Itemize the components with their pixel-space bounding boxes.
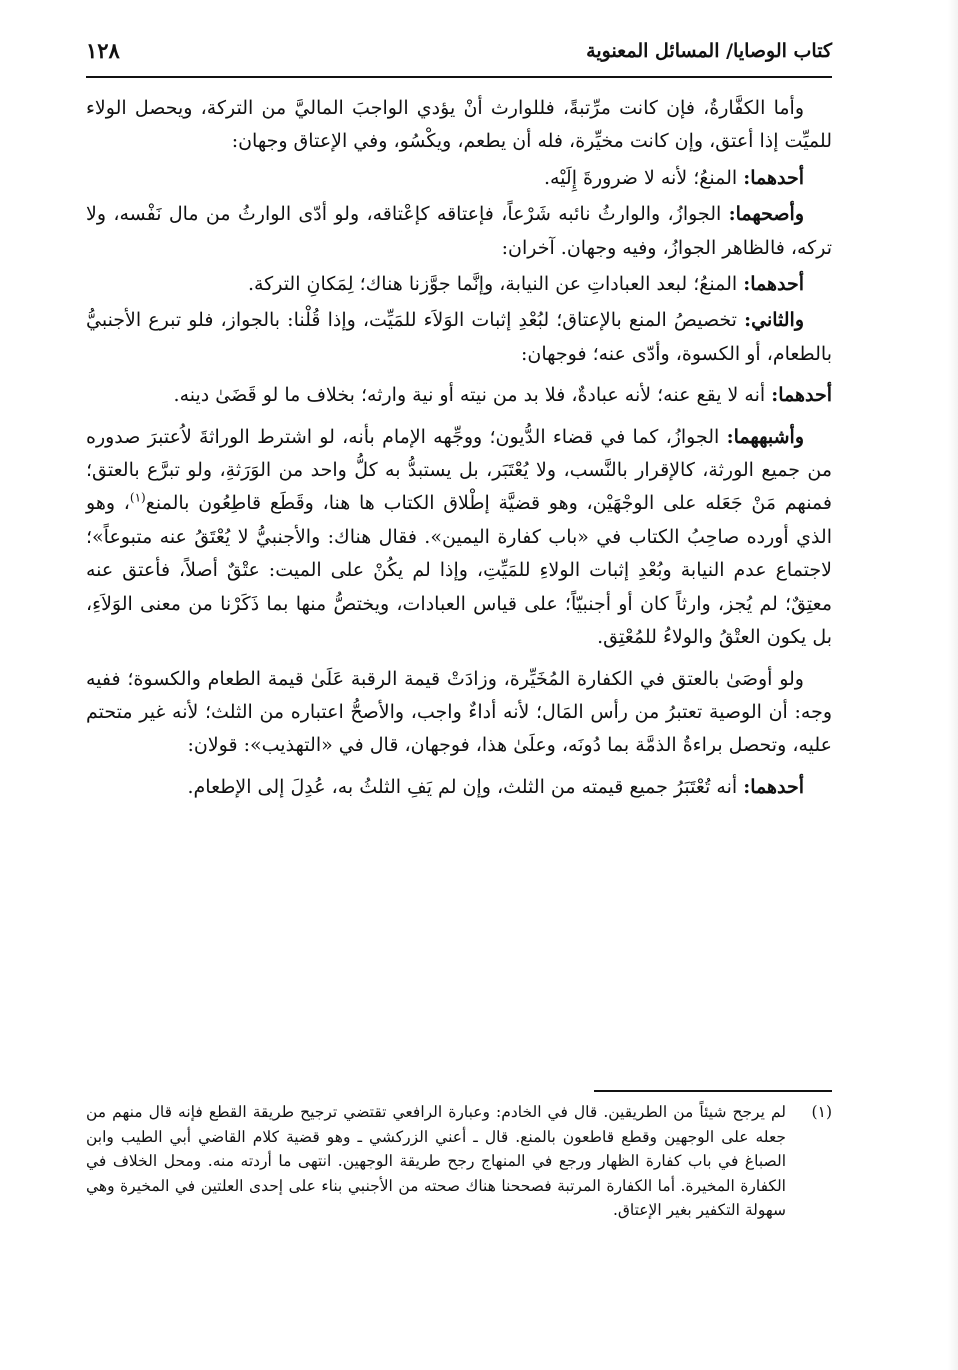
footnote: [86, 1100, 832, 1223]
paragraph-lead: أحدهما:: [743, 166, 804, 189]
paragraph-lead: والثاني:: [744, 309, 804, 332]
paragraph-lead: أحدهما:: [743, 775, 804, 798]
header-rule: [86, 76, 832, 78]
paragraph: [86, 304, 832, 371]
paragraph: [86, 771, 832, 804]
book-title: كتاب الوصايا/ المسائل المعنوية: [586, 40, 832, 62]
footnote-text: لم يرجح شيئاً من الطريقين. قال في الخادم: وعبارة الرافعي تقتضي ترجيح طريقة القطع فإنه قال منهم من جعله على الوجهين وقطع قاطعون بالمنع. قال ـ أعني الزركشي ـ وهو قضية كلام القاضي أبي الطيب وابن الصباغ في باب كفارة الظهار ورجع في المنهاج رجح طريقة الوجهين. انتهى ما أردته منه. ومحل الخلاف في الكفارة المخيرة. أما الكفارة المرتبة فصححنا هناك صحته من الأجنبي بناء على إحدى العلتين في المخيرة وهي سهولة التكفير بغير الإعتاق.: [86, 1103, 786, 1219]
paragraph-text: أنه تُعْتَبَرُ جميع قيمته من الثلث، وإن لم يَفِ الثلثُ به، عُدِلَ إلى الإطعام.: [187, 775, 744, 798]
paragraph-text: تخصيصُ المنع بالإعتاق؛ لبُعْدِ إثبات الوَلاَء للمَيِّت، وإذا قُلْنا: بالجواز، فلو تبرع الأجنبيُّ بالطعام، أو الكسوة، وأدّى عنه؛ فوجهان:: [86, 309, 832, 365]
main-text: [86, 92, 832, 807]
footnotes: [86, 1100, 832, 1223]
footnote-number: (١): [811, 1103, 832, 1121]
footnote-rule: [594, 1090, 832, 1092]
paragraph: [86, 198, 832, 265]
paragraph-text: وأما الكفَّارةُ، فإن كانت مرِّتبةً، فللوارث أنْ يؤدي الواجبَ الماليَّ من التركة، ويحصل الولاء للميِّت إذا أعتق، وإن كانت مخيِّرة، فله أن يطعم، ويكْسُو، وفي الإعتاق وجهان:: [86, 97, 832, 153]
paragraph: [86, 162, 832, 195]
paragraph-text: المنعُ؛ لبعد العباداتِ عن النيابة، وإنَّما جوَّزنا هناك؛ لِمَكانِ التركة.: [247, 273, 744, 296]
paragraph-lead: وأصحهما:: [728, 203, 804, 226]
paragraph-lead: وأشبههما:: [726, 425, 804, 448]
paragraph-text: الجوازُ، والوارثُ نائبه شَرْعاً، فإعتاقه كإعْتاقه، ولو أدّى الوارثُ من مال نَفْسه، ولا تركه، فالظاهر الجوازُ، وفيه وجهان. آخران:: [86, 203, 832, 259]
page-number: ١٢٨: [86, 38, 120, 63]
paragraph-lead: أحدهما:: [771, 384, 832, 407]
paragraph-text: المنعُ؛ لأنه لا ضرورةَ إِلَيْه.: [543, 166, 744, 189]
paragraph-text: أنه لا يقع عنه؛ لأنه عبادةٌ، فلا بد من نيته أو نية وارثه؛ بخلاف ما لو قَضَىٰ دينه.: [173, 384, 772, 407]
paragraph-text: ولو أوصَىٰ بالعتق في الكفارة المُخَيِّرة، وزادَتْ قيمة الرقبة عَلَىٰ قيمة الطعام والكسوة؛ ففيه وجه: أن الوصية تعتبرُ من رأس المَال؛ لأنه أداءٌ واجب، والأصحُّ اعتباره من الثلث؛ لأنه غير متحتم عليه، وتحصل براءةُ الذمَّة بما دُونَه، وعلَىٰ هذا، فوجهان، قال في «التهذيب»: قولان:: [86, 667, 832, 757]
footnote-reference[interactable]: (١): [129, 491, 146, 506]
paragraph: [86, 92, 832, 159]
paragraph: [86, 421, 832, 655]
paragraph: [86, 663, 832, 763]
paragraph: [86, 379, 832, 412]
paragraph: [86, 268, 832, 301]
paragraph-text-continued: ، وهو الذي أورده صاحِبُ الكتاب في «باب كفارة اليمين». فقال هناك: والأجنبيُّ لا يُعْتَقُ عنه متبوعاً»؛ لاجتماع عدم النيابة وبُعْدِ إثبات الولاءِ للمَيِّتِ، وإذا لم يكُنْ على الميت: عتْقٌ أصلاً، فأعتق عنه معتِقٌ؛ لم يُجز، وارثاً كان أو أجنبيّاً؛ على قياس العبادات، ويختصُّ منها بما ذَكَرْنا من معنى الوَلاَءِ، بل يكون العتْقُ والولاءُ للمُعْتِق.: [86, 492, 832, 649]
paragraph-text: الجوازُ، كما في قضاء الدُّيون؛ ووجِّهه الإمام بأنه، لو اشترط الوراثةَ لاُعتبرَ صدوره من جميع الورثة، كالإقرار بالنَّسب، ولا يُعْتَبَر، بل يستبدُّ به كلُّ واحد من الوَرَثةِ، ولو تبرَّع بالعتق؛ فمنهم مَنْ جَعَله على الوجْهَيْن، وهو قضيَّة إطْلاق الكتاب ها هنا، وقَطَع قاطِعُون بالمنع: [86, 425, 832, 515]
page-edge: [948, 0, 958, 1370]
paragraph-lead: أحدهما:: [743, 273, 804, 296]
page-header: [86, 36, 832, 76]
